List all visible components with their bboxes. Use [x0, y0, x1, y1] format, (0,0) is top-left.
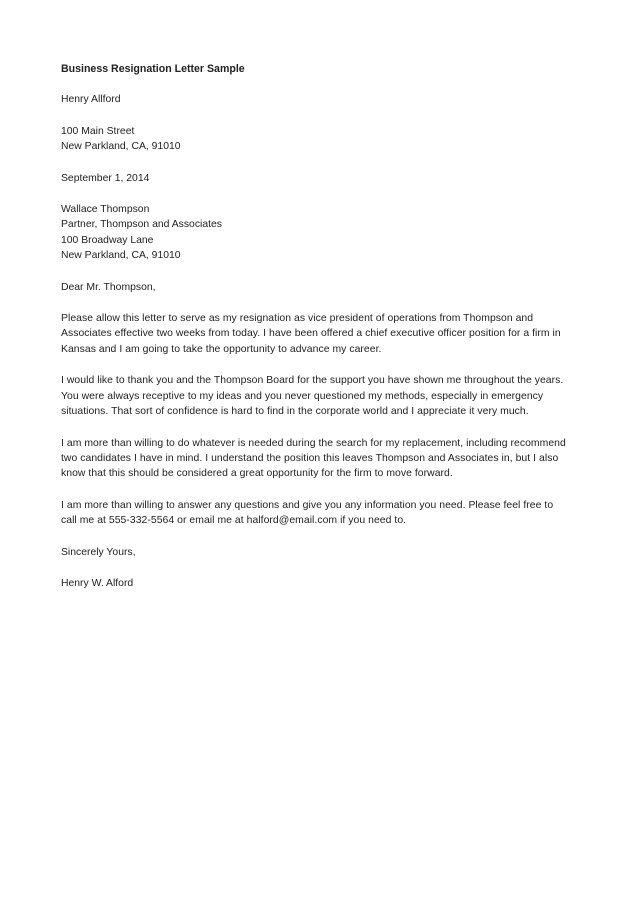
- paragraph-line: Please allow this letter to serve as my resignation as vice president of operations from Thompson and: [61, 313, 534, 325]
- salutation: [61, 280, 581, 295]
- recipient-line: New Parkland, CA, 91010: [61, 250, 181, 262]
- paragraph-line: I am more than willing to answer any questions and give you any information you need. Please feel free to: [61, 499, 554, 511]
- body-paragraph-4: [61, 498, 581, 529]
- paragraph-line: know that this should be considered a great opportunity for the firm to move forward.: [61, 468, 453, 480]
- sender-name-text: Henry Allford: [61, 94, 121, 106]
- sender-name: [61, 92, 581, 107]
- paragraph-line: I would like to thank you and the Thompson Board for the support you have shown me throughout the years.: [61, 375, 564, 387]
- paragraph-line: call me at 555-332-5564 or email me at halford@email.com if you need to.: [61, 515, 407, 527]
- sender-address: [61, 124, 581, 155]
- paragraph-line: I am more than willing to do whatever is needed during the search for my replacement, including recommend: [61, 437, 566, 449]
- paragraph-line: situations. That sort of confidence is hard to find in the corporate world and I appreciate it very much.: [61, 406, 529, 418]
- body-paragraph-1: [61, 311, 581, 357]
- signature-text: Henry W. Alford: [61, 577, 134, 589]
- paragraph-line: two candidates I have in mind. I understand the position this leaves Thompson and Associates in, but I also: [61, 452, 559, 464]
- closing: [61, 545, 581, 560]
- recipient-address: [61, 202, 581, 264]
- document-title: Business Resignation Letter Sample: [61, 63, 245, 75]
- letter-date: [61, 171, 581, 186]
- recipient-line: 100 Broadway Lane: [61, 234, 154, 246]
- body-paragraph-3: [61, 436, 581, 482]
- closing-text: Sincerely Yours,: [61, 546, 136, 558]
- sender-address-line: New Parkland, CA, 91010: [61, 141, 181, 153]
- paragraph-line: Kansas and I am going to take the opportunity to advance my career.: [61, 343, 382, 355]
- recipient-line: Partner, Thompson and Associates: [61, 219, 222, 231]
- recipient-line: Wallace Thompson: [61, 204, 150, 216]
- salutation-text: Dear Mr. Thompson,: [61, 281, 156, 293]
- letter-page: [61, 62, 581, 607]
- sender-address-line: 100 Main Street: [61, 125, 135, 137]
- body-paragraph-2: [61, 373, 581, 419]
- signature: [61, 576, 581, 591]
- letter-date-text: September 1, 2014: [61, 172, 150, 184]
- paragraph-line: Associates effective two weeks from today. I have been offered a chief executive officer position for a firm in: [61, 328, 561, 340]
- paragraph-line: You were always receptive to my ideas and you never questioned my methods, especially in emergency: [61, 390, 544, 402]
